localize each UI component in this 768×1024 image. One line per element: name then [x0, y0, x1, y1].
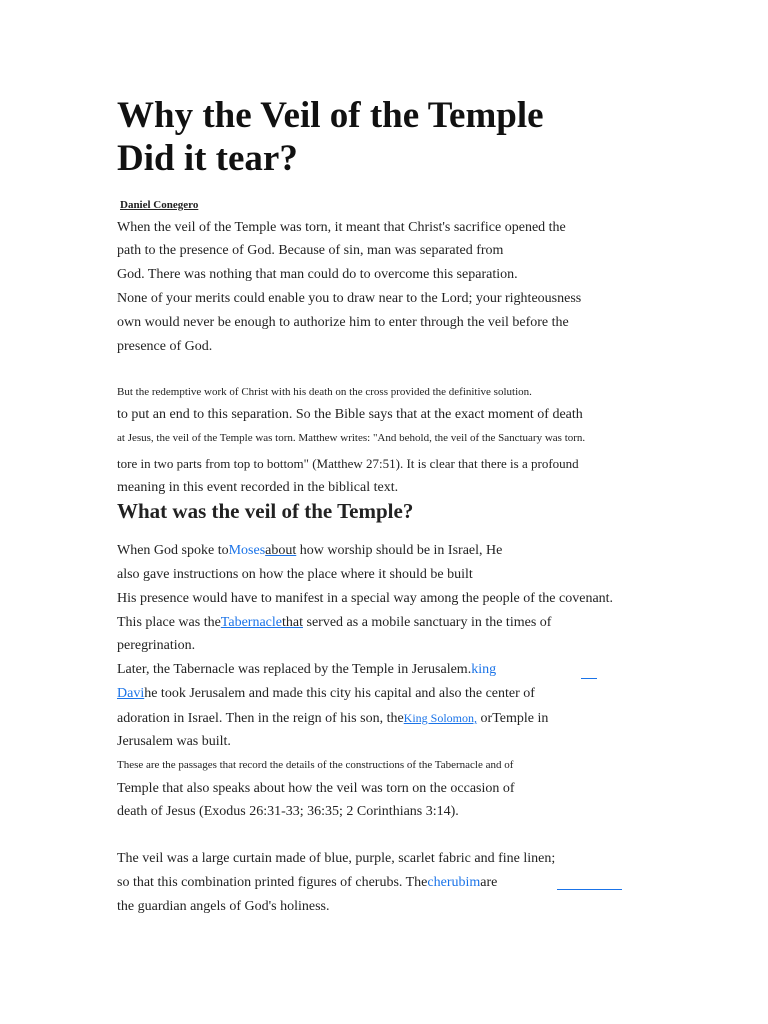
para2-line: at Jesus, the veil of the Temple was torn. Matthew writes: "And behold, the veil of the Sanctuary was torn. — [117, 432, 586, 444]
para3-line: Temple that also speaks about how the veil was torn on the occasion of — [117, 781, 515, 796]
para1-line: When the veil of the Temple was torn, it meant that Christ's sacrifice opened the — [117, 220, 566, 235]
para3-line: These are the passages that record the details of the constructions of the Tabernacle and of — [117, 759, 514, 771]
para1-line: God. There was nothing that man could do to overcome this separation. — [117, 267, 518, 282]
para4-line — [117, 874, 497, 892]
king-david-link[interactable]: Davi — [117, 686, 145, 701]
text: so that this combination printed figures of cherubs. The — [117, 875, 428, 890]
page-title-line-1: Why the Veil of the Temple — [117, 95, 544, 136]
text: Temple in — [492, 711, 549, 726]
text: When God spoke to — [117, 543, 229, 558]
para1-line: path to the presence of God. Because of sin, man was separated from — [117, 243, 504, 258]
text: or — [477, 711, 493, 726]
para3-line: also gave instructions on how the place where it should be built — [117, 567, 473, 582]
para3-line: Jerusalem was built. — [117, 734, 231, 749]
text: This place was the — [117, 615, 221, 630]
para1-line: own would never be enough to authorize him to enter through the veil before the — [117, 315, 569, 330]
section-heading: What was the veil of the Temple? — [117, 499, 414, 523]
para1-line: None of your merits could enable you to draw near to the Lord; your righteousness — [117, 291, 582, 306]
tabernacle-link[interactable]: Tabernacle — [220, 615, 282, 630]
para3-line: His presence would have to manifest in a special way among the people of the covenant. — [117, 591, 614, 606]
para3-line — [117, 685, 535, 703]
para2-line: to put an end to this separation. So the Bible says that at the exact moment of death — [117, 407, 583, 422]
about-link[interactable]: about — [265, 543, 297, 558]
cherubim-link[interactable]: cherubim — [427, 875, 481, 890]
para2-line: But the redemptive work of Christ with his death on the cross provided the definitive solution. — [117, 386, 532, 398]
moses-link[interactable]: Moses — [228, 543, 266, 558]
king-david-link[interactable]: king — [471, 662, 497, 677]
text: Later, the Tabernacle was replaced by the Temple in Jerusalem. — [117, 662, 472, 677]
author-link[interactable]: Daniel Conegero — [120, 199, 199, 211]
that-link[interactable]: that — [282, 615, 303, 630]
para3-line: death of Jesus (Exodus 26:31-33; 36:35; 2 Corinthians 3:14). — [117, 804, 459, 819]
para1-line: presence of God. — [117, 339, 213, 354]
para3-line: peregrination. — [117, 638, 196, 653]
text: are — [480, 875, 498, 890]
link-underline — [581, 678, 597, 679]
para2-line: tore in two parts from top to bottom" (Matthew 27:51). It is clear that there is a profound — [117, 456, 579, 471]
text: how worship should be in Israel, He — [296, 543, 503, 558]
text: adoration in Israel. Then in the reign of his son, the — [117, 711, 404, 726]
para3-line — [117, 614, 551, 632]
para4-line: The veil was a large curtain made of blue, purple, scarlet fabric and fine linen; — [117, 851, 556, 866]
para2-line: meaning in this event recorded in the biblical text. — [117, 480, 399, 495]
text: served as a mobile sanctuary in the times of — [303, 615, 552, 630]
king-solomon-link[interactable]: King Solomon, — [403, 711, 478, 725]
link-underline — [557, 889, 622, 890]
text: he took Jerusalem and made this city his capital and also the center of — [144, 686, 535, 701]
para3-line — [117, 709, 548, 728]
para4-line: the guardian angels of God's holiness. — [117, 899, 330, 914]
para3-line — [117, 542, 502, 560]
page-title-line-2: Did it tear? — [117, 138, 298, 179]
para3-line — [117, 661, 496, 679]
